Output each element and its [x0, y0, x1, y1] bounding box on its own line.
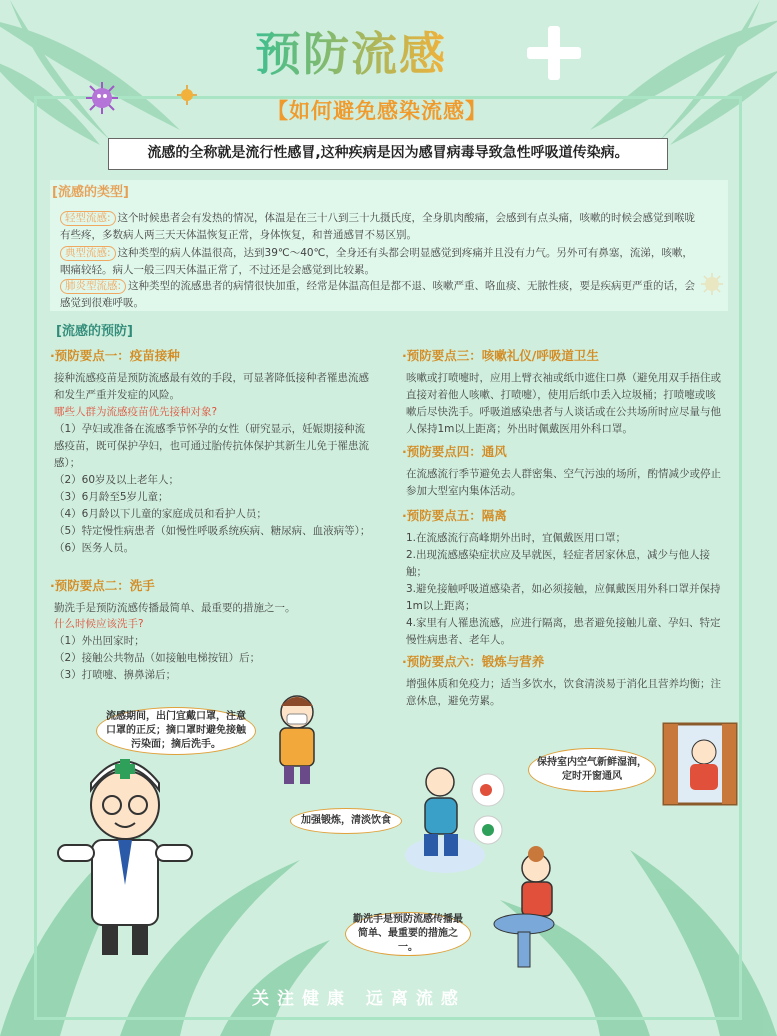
list-item: （2）接触公共物品（如接触电梯按钮）后； [54, 652, 261, 664]
point-two-list [54, 633, 374, 684]
list-item: （1）外出回家时； [54, 635, 145, 647]
flu-type-tag: 轻型流感: [60, 211, 116, 226]
handwashing-illustration [492, 846, 572, 971]
prevention-heading: [流感的预防] [56, 324, 133, 339]
point-six-text: 增强体质和免疫力；适当多饮水，饮食清淡易于消化且营养均衡；注意休息，避免劳累。 [406, 678, 721, 707]
list-item: （6）医务人员。 [54, 542, 135, 554]
doctor-illustration [40, 745, 210, 965]
page-title: 预防流感 [255, 18, 447, 84]
window-illustration [660, 720, 740, 810]
flu-type-tag: 典型流感: [60, 246, 116, 261]
list-item: （1）孕妇或准备在流感季节怀孕的女性（研究显示，妊娠期接种流感疫苗，既可保护孕妇，也可通过胎传抗体保护其新生儿免于罹患流感）； [54, 423, 369, 469]
list-item: 3.避免接触呼吸道感染者，如必须接触，应佩戴医用外科口罩并保持1m以上距离； [406, 583, 721, 612]
masked-person-illustration [262, 690, 332, 790]
list-item: （4）6月龄以下儿童的家庭成员和看护人员； [54, 508, 267, 520]
point-one-title: ·预防要点一：疫苗接种 [50, 348, 180, 363]
intro-box: 流感的全称就是流行性感冒,这种疾病是因为感冒病毒导致急性呼吸道传染病。 [108, 138, 668, 170]
point-five-list [406, 530, 722, 649]
wash-tip-bubble: 勤洗手是预防流感传播最简单、最重要的措施之一。 [345, 912, 471, 956]
point-one-question: 哪些人群为流感疫苗优先接种对象? [54, 406, 218, 418]
medical-cross-icon [527, 26, 581, 80]
point-two-text: 勤洗手是预防流感传播最简单、最重要的措施之一。 [54, 602, 296, 614]
virus-icon [84, 80, 120, 116]
flu-type-tag: 肺炎型流感: [60, 279, 126, 294]
list-item: （3）打喷嚏、擤鼻涕后； [54, 669, 177, 681]
point-two-question: 什么时候应该洗手? [54, 618, 144, 630]
flu-types-heading: [流感的类型] [52, 185, 129, 200]
virus-icon [176, 84, 198, 106]
list-item: 1.在流感流行高峰期外出时，宜佩戴医用口罩； [406, 532, 627, 544]
point-one-text: 接种流感疫苗是预防流感最有效的手段，可显著降低接种者罹患流感和发生严重并发症的风险。 [54, 372, 369, 401]
footer-slogan: 关注健康 远离流感 [252, 989, 466, 1009]
point-three-title: ·预防要点三：咳嗽礼仪/呼吸道卫生 [402, 348, 599, 363]
list-item: （3）6月龄至5岁儿童； [54, 491, 169, 503]
exercise-tip-bubble: 加强锻炼，清淡饮食 [290, 808, 402, 834]
point-four-text: 在流感流行季节避免去人群密集、空气污浊的场所，酌情减少或停止参加大型室内集体活动。 [406, 468, 721, 497]
mask-tip-bubble: 流感期间，出门宜戴口罩，注意口罩的正反；摘口罩时避免接触污染面；摘后洗手。 [96, 707, 256, 755]
point-six-title: ·预防要点六：锻炼与营养 [402, 654, 545, 669]
ventilate-tip-bubble: 保持室内空气新鲜湿润，定时开窗通风 [528, 748, 656, 792]
flu-type-mild: 轻型流感: 这个时候患者会有发热的情况，体温是在三十八到三十九摄氏度，全身肌肉酸痛，会感到有点头痛，咳嗽的时候会感觉到喉咙有些疼，多数病人两三天天体温恢复正常，身体恢复，和普通感冒不易区别。 [60, 212, 696, 241]
point-five-title: ·预防要点五：隔离 [402, 508, 507, 523]
list-item: 2.出现流感感染症状应及早就医，轻症者居家休息，减少与他人接触； [406, 549, 711, 578]
point-three-text: 咳嗽或打喷嚏时，应用上臂衣袖或纸巾遮住口鼻（避免用双手捂住或直接对着他人咳嗽、打喷嚏），使用后纸巾丢入垃圾桶；打喷嚏或咳嗽后尽快洗手。呼吸道感染患者与人谈话或在公共场所时应尽量与他人保持1m以上距离；外出时佩戴医用外科口罩。 [406, 372, 721, 435]
list-item: （5）特定慢性病患者（如慢性呼吸系统疾病、糖尿病、血液病等）； [54, 525, 371, 537]
list-item: 4.家里有人罹患流感，应进行隔离，患者避免接触儿童、孕妇、特定慢性病患者、老年人。 [406, 617, 721, 646]
page-subtitle: 【如何避免感染流感】 [267, 99, 487, 123]
point-two-title: ·预防要点二：洗手 [50, 578, 155, 593]
flu-type-typical: 典型流感: 这种类型的病人体温很高，达到39℃～40℃，全身还有头都会明显感觉到疼痛并且没有力气。另外可有鼻塞，流涕，咳嗽，咽痛较轻。病人一般三四天体温正常了，不过还是会感觉到比较累。 [60, 247, 693, 276]
flu-type-pneumonia: 肺炎型流感: 这种类型的流感患者的病情很快加重，经常是体温高但是都不退、咳嗽严重、咯血痰、无脓性痰，要是疾病更严重的话，会感觉到很难呼吸。 [60, 280, 696, 309]
point-one-list [54, 421, 374, 557]
point-four-title: ·预防要点四：通风 [402, 444, 507, 459]
list-item: （2）60岁及以上老年人； [54, 474, 180, 486]
